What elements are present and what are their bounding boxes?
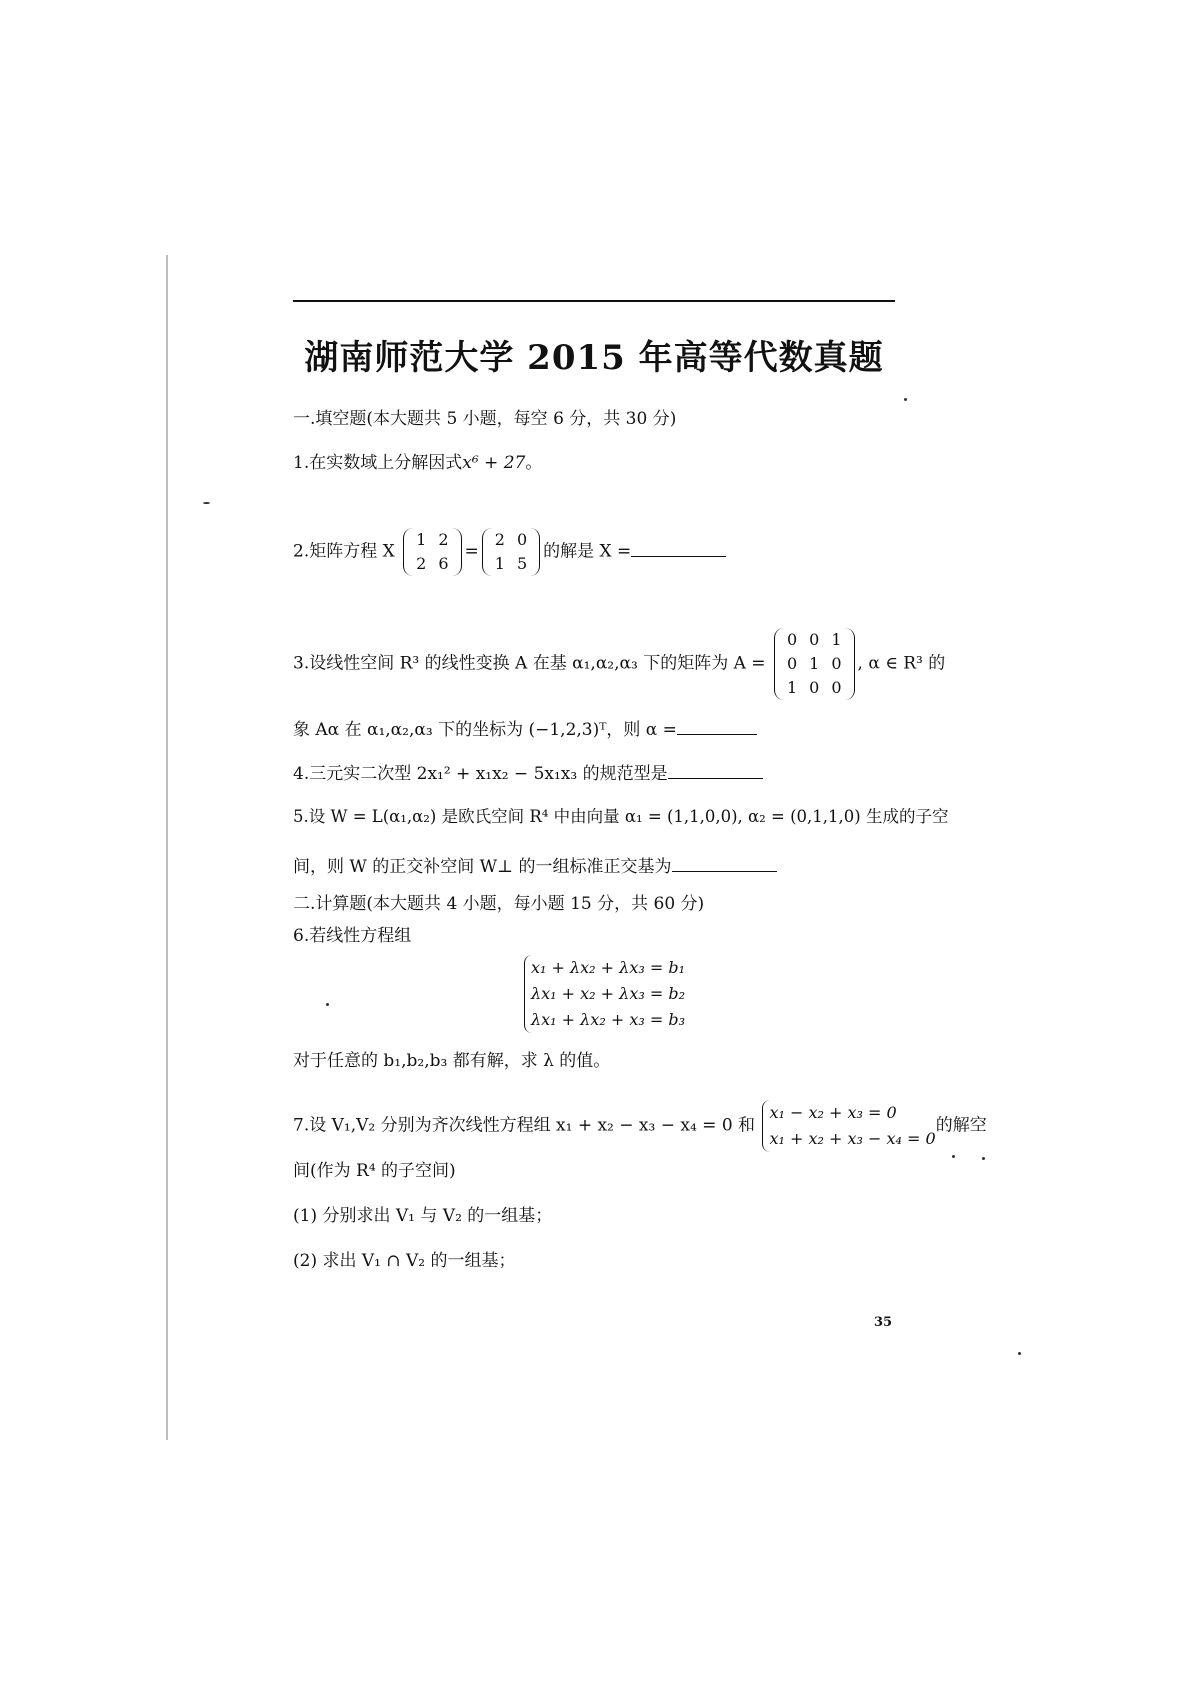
q6-eq-3: λx₁ + λx₂ + x₃ = b₃ — [531, 1010, 685, 1029]
section-1-heading: 一.填空题(本大题共 5 小题，每空 6 分，共 30 分) — [293, 409, 677, 429]
section-2-heading: 二.计算题(本大题共 4 小题，每小题 15 分，共 60 分) — [293, 894, 705, 914]
question-6-intro: 6.若线性方程组 — [293, 926, 412, 946]
q6-equation-system — [522, 955, 685, 1033]
matrix-cell: 1 — [494, 554, 505, 573]
q2-suffix: 的解是 X = — [543, 541, 632, 562]
question-5-line-2 — [293, 855, 777, 878]
q2-equals: = — [464, 541, 479, 562]
scan-speck — [326, 1003, 329, 1006]
matrix-cell: 0 — [809, 678, 820, 697]
q1-expr: x⁶ + 27 — [462, 453, 526, 473]
question-7-line-1 — [293, 1100, 987, 1152]
q1-suffix: 。 — [525, 453, 543, 473]
q2-matrix-right — [482, 528, 540, 576]
matrix-cell: 2 — [438, 530, 449, 549]
question-1 — [293, 452, 542, 474]
q2-matrix-left — [403, 528, 461, 576]
scan-speck — [203, 502, 210, 504]
q4-answer-blank — [668, 762, 763, 779]
matrix-cell: 0 — [786, 630, 798, 649]
matrix-cell: 1 — [809, 654, 820, 673]
scan-edge-line — [166, 255, 168, 1440]
q4-text: 4.三元实二次型 2x₁² + x₁x₂ − 5x₁x₃ 的规范型是 — [293, 764, 668, 784]
question-7-part-1: (1) 分别求出 V₁ 与 V₂ 的一组基； — [293, 1206, 553, 1226]
question-6-outro: 对于任意的 b₁,b₂,b₃ 都有解，求 λ 的值。 — [293, 1051, 611, 1071]
question-7-line-2: 间(作为 R⁴ 的子空间) — [293, 1161, 456, 1181]
q2-prefix: 2.矩阵方程 X — [293, 541, 395, 562]
question-2 — [293, 528, 726, 576]
question-3-line-2 — [293, 718, 757, 741]
matrix-cell: 1 — [786, 678, 798, 697]
question-4 — [293, 762, 763, 785]
question-3-line-1 — [293, 628, 945, 700]
matrix-cell: 1 — [831, 630, 842, 649]
q3-line2: 象 Aα 在 α₁,α₂,α₃ 下的坐标为 (−1,2,3)ᵀ，则 α = — [293, 720, 677, 740]
question-5-line-1: 5.设 W = L(α₁,α₂) 是欧氏空间 R⁴ 中由向量 α₁ = (1,1,0,0), α₂ = (0,1,1,0) 生成的子空 — [293, 807, 949, 826]
matrix-cell: 2 — [416, 554, 427, 573]
scan-speck — [952, 1155, 955, 1158]
q3-line1-prefix: 3.设线性空间 R³ 的线性变换 A 在基 α₁,α₂,α₃ 下的矩阵为 A = — [293, 653, 766, 674]
q7-suffix: 的解空 — [935, 1115, 987, 1136]
matrix-cell: 0 — [831, 678, 842, 697]
matrix-cell: 5 — [516, 554, 528, 573]
q5-answer-blank — [672, 855, 777, 872]
matrix-cell: 0 — [516, 530, 528, 549]
q2-answer-blank — [631, 540, 726, 557]
page-number: 35 — [874, 1315, 893, 1330]
q7-eq-1: x₁ − x₂ + x₃ = 0 — [769, 1103, 897, 1122]
matrix-cell: 0 — [809, 630, 820, 649]
page-title: 湖南师范大学 2015 年高等代数真题 — [304, 338, 884, 378]
q3-matrix — [774, 628, 855, 700]
q3-answer-blank — [677, 718, 757, 735]
q7-prefix: 7.设 V₁,V₂ 分别为齐次线性方程组 x₁ + x₂ − x₃ − x₄ = 0 和 — [293, 1115, 756, 1136]
matrix-cell: 0 — [786, 654, 798, 673]
q6-eq-2: λx₁ + x₂ + λx₃ = b₂ — [531, 984, 685, 1003]
matrix-cell: 6 — [438, 554, 449, 573]
matrix-cell: 0 — [831, 654, 842, 673]
scan-speck — [982, 1157, 985, 1160]
q1-prefix: 1.在实数域上分解因式 — [293, 453, 463, 473]
q3-line1-suffix: , α ∈ R³ 的 — [857, 653, 946, 674]
q6-eq-1: x₁ + λx₂ + λx₃ = b₁ — [531, 958, 685, 977]
question-7-part-2: (2) 求出 V₁ ∩ V₂ 的一组基； — [293, 1251, 516, 1271]
q7-eq-2: x₁ + x₂ + x₃ − x₄ = 0 — [769, 1129, 936, 1148]
matrix-cell: 1 — [416, 530, 427, 549]
q6-brace — [524, 955, 685, 1033]
scan-speck — [904, 398, 907, 401]
scan-speck — [1018, 1352, 1021, 1355]
q7-brace — [762, 1100, 935, 1152]
q5-line2: 间，则 W 的正交补空间 W⊥ 的一组标准正交基为 — [293, 857, 672, 877]
header-rule — [293, 300, 895, 302]
matrix-cell: 2 — [494, 530, 505, 549]
